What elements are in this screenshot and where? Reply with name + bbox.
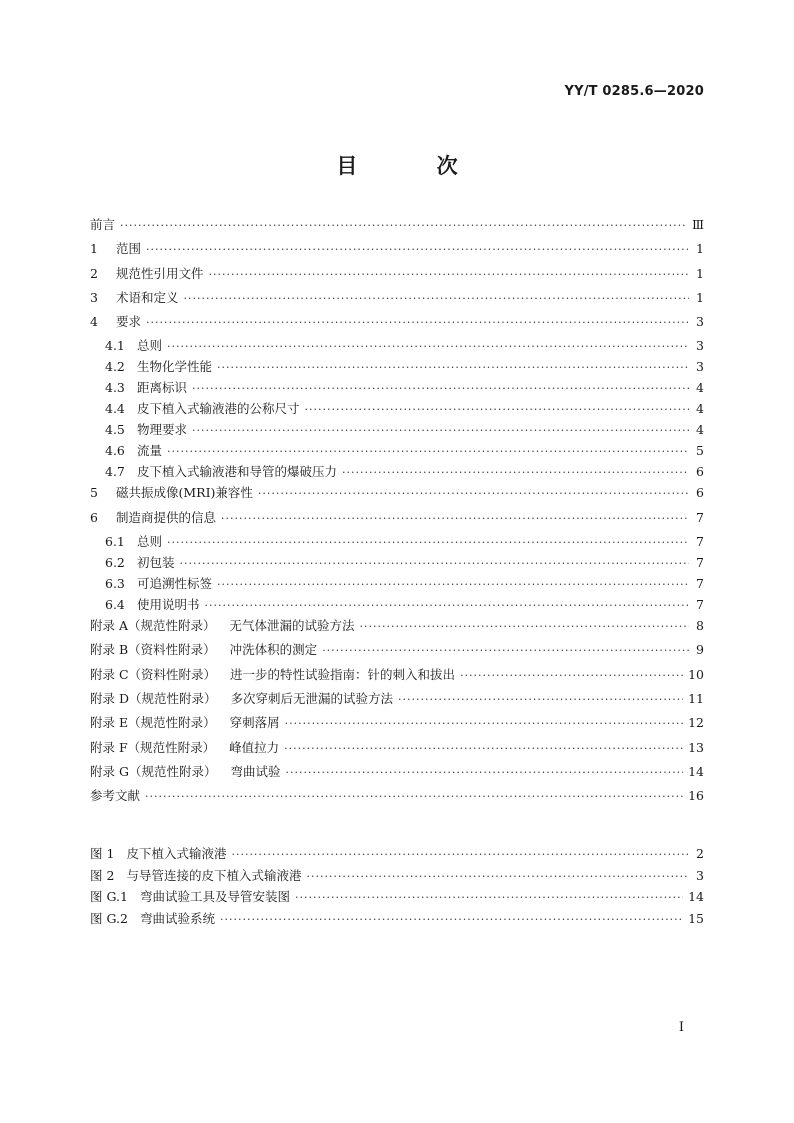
leader-dots xyxy=(221,511,689,527)
toc-page: 3 xyxy=(696,359,704,375)
leader-dots xyxy=(167,339,689,355)
toc-label: 总则 xyxy=(137,338,163,354)
toc-entry-foreword[interactable] xyxy=(90,217,704,241)
toc-page: 4 xyxy=(696,401,704,417)
toc-entry-4-1[interactable] xyxy=(90,338,704,359)
toc-page: 4 xyxy=(696,380,704,396)
figure-label: 弯曲试验工具及导管安装图 xyxy=(139,889,290,905)
toc-entry-annex-g[interactable] xyxy=(90,764,704,788)
leader-dots xyxy=(167,444,689,460)
toc-page: 10 xyxy=(688,666,704,682)
table-of-contents xyxy=(90,217,704,812)
leader-dots xyxy=(306,869,689,885)
toc-annex-number: 附录 E（规范性附录） xyxy=(90,715,216,731)
page-folio: I xyxy=(678,1020,684,1035)
toc-annex-number: 附录 A（规范性附录） xyxy=(90,618,216,634)
toc-entry-5[interactable] xyxy=(90,485,704,509)
toc-number: 4.2 xyxy=(105,359,125,375)
figure-page: 2 xyxy=(696,846,704,861)
toc-entry-2[interactable] xyxy=(90,266,704,290)
leader-dots xyxy=(209,267,689,283)
figure-entry-1[interactable] xyxy=(90,846,704,868)
toc-number: 6.2 xyxy=(105,555,125,571)
leader-dots xyxy=(167,535,689,551)
toc-number: 6.3 xyxy=(105,576,125,592)
figure-label: 弯曲试验系统 xyxy=(139,911,215,927)
toc-label: 使用说明书 xyxy=(137,597,200,613)
toc-page: 11 xyxy=(688,690,704,706)
toc-entry-annex-a[interactable] xyxy=(90,618,704,642)
toc-entry-6[interactable] xyxy=(90,510,704,534)
toc-entry-bibliography[interactable] xyxy=(90,788,704,812)
toc-label: 皮下植入式输液港的公称尺寸 xyxy=(137,401,300,417)
toc-number: 2 xyxy=(90,265,98,281)
toc-annex-number: 附录 D（规范性附录） xyxy=(90,690,217,706)
toc-entry-6-1[interactable] xyxy=(90,534,704,555)
leader-dots xyxy=(217,360,689,376)
leader-dots xyxy=(295,890,683,906)
toc-number: 6.1 xyxy=(105,534,125,550)
toc-label: 无气体泄漏的试验方法 xyxy=(229,618,355,634)
toc-page: 7 xyxy=(696,576,704,592)
toc-label: 术语和定义 xyxy=(116,289,179,305)
toc-entry-6-4[interactable] xyxy=(90,597,704,618)
toc-page: 6 xyxy=(696,485,704,501)
toc-page: 7 xyxy=(696,555,704,571)
leader-dots xyxy=(285,716,683,732)
toc-page: 5 xyxy=(696,443,704,459)
toc-number: 6 xyxy=(90,509,98,525)
toc-entry-4[interactable] xyxy=(90,314,704,338)
toc-entry-annex-d[interactable] xyxy=(90,691,704,715)
toc-page: 9 xyxy=(696,642,704,658)
toc-entry-4-2[interactable] xyxy=(90,359,704,380)
toc-label: 制造商提供的信息 xyxy=(116,509,217,525)
toc-label: 参考文献 xyxy=(90,788,141,804)
toc-label: 前言 xyxy=(90,217,116,232)
toc-page: 6 xyxy=(696,464,704,480)
figure-number: 图 G.2 xyxy=(90,911,128,927)
toc-number: 4.6 xyxy=(105,443,125,459)
toc-label: 流量 xyxy=(137,443,163,459)
leader-dots xyxy=(192,423,689,439)
leader-dots xyxy=(258,486,689,502)
toc-entry-1[interactable] xyxy=(90,241,704,265)
toc-page: 4 xyxy=(696,422,704,438)
toc-label: 生物化学性能 xyxy=(137,359,213,375)
list-of-figures xyxy=(90,846,704,933)
toc-annex-number: 附录 B（资料性附录） xyxy=(90,642,216,658)
toc-page: 3 xyxy=(696,338,704,354)
figure-number: 图 2 xyxy=(90,867,115,883)
standard-code: YY/T 0285.6—2020 xyxy=(564,84,704,99)
leader-dots xyxy=(184,291,689,307)
leader-dots xyxy=(220,912,683,928)
leader-dots xyxy=(145,789,683,805)
toc-number: 1 xyxy=(90,241,98,257)
toc-entry-annex-b[interactable] xyxy=(90,642,704,666)
toc-number: 4.5 xyxy=(105,422,125,438)
toc-label: 距离标识 xyxy=(137,380,188,396)
leader-dots xyxy=(284,741,683,757)
toc-page: 7 xyxy=(696,597,704,613)
leader-dots xyxy=(360,619,689,635)
toc-label: 范围 xyxy=(116,241,142,257)
toc-page: 16 xyxy=(688,788,704,804)
leader-dots xyxy=(285,765,683,781)
figure-entry-2[interactable] xyxy=(90,868,704,890)
figure-entry-g2[interactable] xyxy=(90,911,704,933)
toc-entry-4-6[interactable] xyxy=(90,443,704,464)
figure-label: 与导管连接的皮下植入式输液港 xyxy=(126,867,302,883)
toc-label: 要求 xyxy=(116,314,142,330)
figure-label: 皮下植入式输液港 xyxy=(126,846,227,861)
toc-entry-3[interactable] xyxy=(90,290,704,314)
leader-dots xyxy=(146,242,689,258)
figure-number: 图 G.1 xyxy=(90,889,128,905)
toc-page: 1 xyxy=(696,241,704,257)
figure-page: 14 xyxy=(688,889,704,905)
figure-page: 3 xyxy=(696,867,704,883)
toc-entry-annex-c[interactable] xyxy=(90,667,704,691)
toc-label: 峰值拉力 xyxy=(229,739,280,755)
leader-dots xyxy=(146,315,689,331)
toc-entry-6-3[interactable] xyxy=(90,576,704,597)
figure-number: 图 1 xyxy=(90,846,115,861)
toc-entry-4-3[interactable] xyxy=(90,380,704,401)
toc-entry-4-5[interactable] xyxy=(90,422,704,443)
toc-label: 初包装 xyxy=(137,555,175,571)
leader-dots xyxy=(205,598,689,614)
toc-label: 规范性引用文件 xyxy=(116,265,204,281)
toc-number: 4.4 xyxy=(105,401,125,417)
leader-dots xyxy=(120,218,687,234)
toc-label: 物理要求 xyxy=(137,422,188,438)
toc-page: 8 xyxy=(696,618,704,634)
toc-number: 5 xyxy=(90,485,98,501)
toc-number: 4.7 xyxy=(105,464,125,480)
toc-number: 3 xyxy=(90,289,98,305)
leader-dots xyxy=(398,692,683,708)
toc-entry-6-2[interactable] xyxy=(90,555,704,576)
toc-page: 7 xyxy=(696,509,704,525)
toc-label: 多次穿刺后无泄漏的试验方法 xyxy=(230,690,394,706)
toc-page: 3 xyxy=(696,314,704,330)
toc-entry-annex-f[interactable] xyxy=(90,740,704,764)
toc-page: 1 xyxy=(696,289,704,305)
toc-page: 13 xyxy=(688,739,704,755)
toc-annex-number: 附录 G（规范性附录） xyxy=(90,763,217,779)
toc-label: 皮下植入式输液港和导管的爆破压力 xyxy=(137,464,338,480)
toc-number: 6.4 xyxy=(105,597,125,613)
toc-label: 磁共振成像(MRI)兼容性 xyxy=(116,485,253,501)
toc-number: 4.3 xyxy=(105,380,125,396)
leader-dots xyxy=(180,556,689,572)
toc-label: 可追溯性标签 xyxy=(137,576,213,592)
toc-label: 总则 xyxy=(137,534,163,550)
page-title: 目 次 xyxy=(336,154,494,178)
leader-dots xyxy=(217,577,689,593)
toc-label: 进一步的特性试验指南：针的刺入和拔出 xyxy=(230,666,456,682)
leader-dots xyxy=(192,381,689,397)
leader-dots xyxy=(231,847,689,863)
toc-annex-number: 附录 C（资料性附录） xyxy=(90,666,217,682)
toc-entry-4-7[interactable] xyxy=(90,464,704,485)
leader-dots xyxy=(322,643,689,659)
leader-dots xyxy=(305,402,689,418)
toc-number: 4 xyxy=(90,314,98,330)
figure-entry-g1[interactable] xyxy=(90,889,704,911)
toc-page: 14 xyxy=(688,763,704,779)
figure-page: 15 xyxy=(688,911,704,927)
toc-page: 12 xyxy=(688,715,704,731)
leader-dots xyxy=(460,668,683,684)
toc-entry-annex-e[interactable] xyxy=(90,715,704,739)
toc-label: 冲洗体积的测定 xyxy=(229,642,318,658)
toc-number: 4.1 xyxy=(105,338,125,354)
toc-label: 弯曲试验 xyxy=(230,763,281,779)
toc-label: 穿刺落屑 xyxy=(229,715,280,731)
toc-annex-number: 附录 F（规范性附录） xyxy=(90,739,216,755)
toc-page: Ⅲ xyxy=(691,217,704,232)
toc-page: 7 xyxy=(696,534,704,550)
toc-entry-4-4[interactable] xyxy=(90,401,704,422)
leader-dots xyxy=(342,465,689,481)
toc-page: 1 xyxy=(696,265,704,281)
